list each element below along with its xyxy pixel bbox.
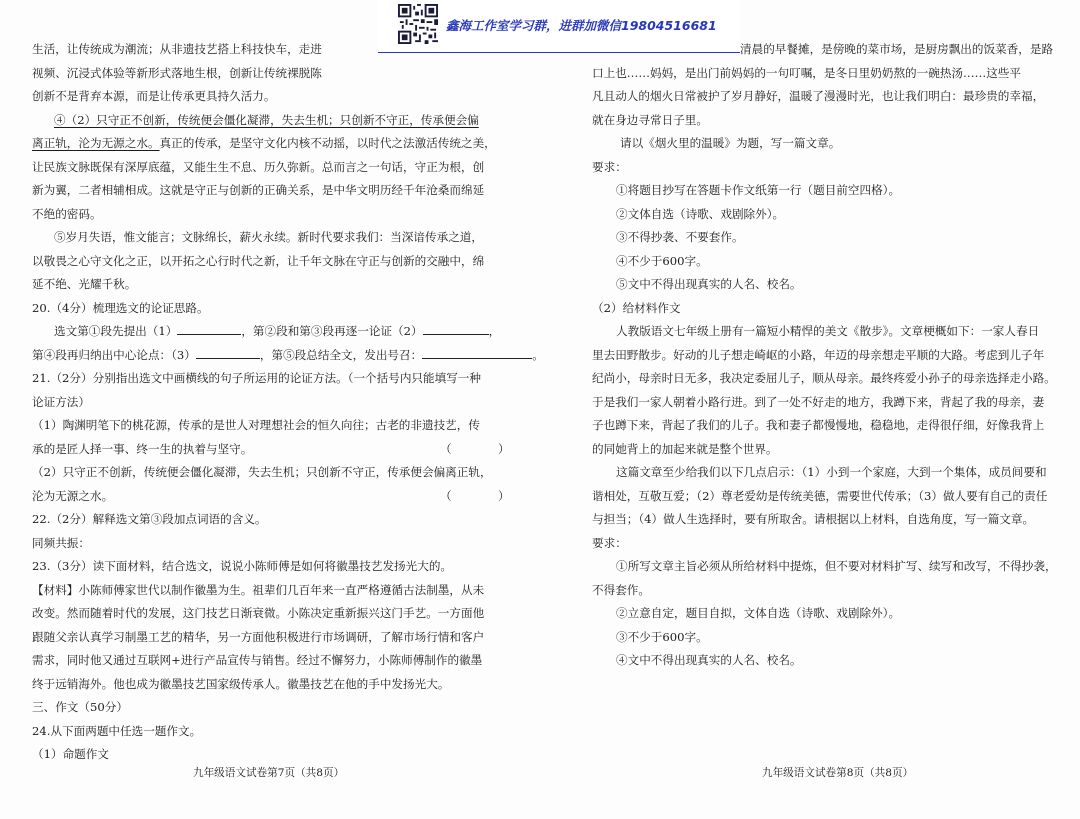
para5-line: ⑤岁月失语，惟文能言；文脉绵长，薪火永续。新时代要求我们：当深谙传承之道， — [54, 230, 483, 244]
requirement-item: ②文体自选（诗歌、戏剧除外）。 — [616, 207, 785, 221]
question-20-stem: 20.（4分）梳理选文的论证思路。 — [32, 301, 209, 315]
material-line: 于是我们一家人朝着小路行进。到了一处不好走的地方，我蹲下来，背起了我的母亲，妻 — [592, 395, 1045, 409]
answer-blank-4[interactable] — [422, 347, 532, 359]
question-20-line1: 选文第①段先提出（1） ，第②段和第③段再逐一论证（2） ， — [54, 324, 501, 338]
topic-2-heading: （2）给材料作文 — [592, 301, 681, 315]
qr-code-icon — [398, 4, 438, 44]
answer-paren-1[interactable]: （ ） — [440, 442, 510, 456]
requirements-label: 要求： — [592, 536, 627, 550]
page-footer: 九年级语文试卷第7页（共8页） — [193, 767, 345, 779]
material-line: 改变。然而随着时代的发展，这门技艺日渐衰微。小陈决定重新振兴这门手艺。一方面他 — [32, 606, 485, 620]
answer-blank-3[interactable] — [196, 347, 260, 359]
intro-line: 口上也……妈妈，是出门前妈妈的一句叮嘱，是冬日里奶奶熬的一碗热汤……这些平 — [592, 66, 1021, 80]
question-22: 22.（2分）解释选文第③段加点词语的含义。 — [32, 512, 267, 526]
question-21-stem: 21.（2分）分别指出选文中画横线的句子所运用的论证方法。（一个括号内只能填写一种 — [32, 371, 481, 385]
para4-line: 新为翼，二者相辅相成。这就是守正与创新的正确关系，是中华文明历经千年沧桑而绵延 — [32, 183, 485, 197]
material-line: 子也蹲下来，背起了我们的儿子。我和妻子都慢慢地，稳稳地，走得很仔细，好像我背上 — [592, 418, 1045, 432]
material-line: 人教版语文七年级上册有一篇短小精悍的美文《散步》。文章梗概如下：一家人春日 — [616, 324, 1040, 338]
exam-page-8 — [540, 0, 1080, 819]
material-line: 纪尚小，母亲时日无多，我决定委屈儿子，顺从母亲。最终疼爱小孙子的母亲选择走小路。 — [592, 371, 1056, 385]
requirement-item: ⑤文中不得出现真实的人名、校名。 — [616, 277, 802, 291]
insight-line: 谐相处，互敬互爱；（2）尊老爱幼是传统美德，需要世代传承；（3）做人要有自己的责任 — [592, 489, 1048, 503]
banner-divider — [378, 52, 740, 53]
material-line: 的同她背上的加起来就是整个世界。 — [592, 442, 778, 456]
writing-prompt: 请以《烟火里的温暖》为题，写一篇文章。 — [620, 136, 841, 150]
intro-line: 清晨的早餐摊，是傍晚的菜市场，是厨房飘出的饭菜香，是路 — [740, 42, 1054, 56]
material-line: 跟随父亲认真学习制墨工艺的精华，另一方面他积极进行市场调研，了解市场行情和客户 — [32, 630, 485, 644]
material-line: 【材料】小陈师傅家世代以制作徽墨为生。祖辈们几百年来一直严格遵循古法制墨，从未 — [32, 583, 485, 597]
requirement-item: ④不少于600字。 — [616, 254, 708, 268]
para4-line: 让民族文脉既保有深厚底蕴，又能生生不息、历久弥新。总而言之一句话，守正为根，创 — [32, 160, 485, 174]
para4-line: 不绝的密码。 — [32, 207, 102, 221]
page-footer: 九年级语文试卷第8页（共8页） — [762, 767, 914, 779]
question-21-stem: 论证方法） — [32, 395, 90, 409]
question-23: 23.（3分）读下面材料，结合选文，说说小陈师傅是如何将徽墨技艺发扬光大的。 — [32, 559, 453, 573]
para4-line: 离正轨，沦为无源之水。真正的传承，是坚守文化内核不动摇，以时代之法激活传统之美， — [32, 136, 496, 150]
requirement-item: ③不得抄袭、不要套作。 — [616, 230, 744, 244]
intro-line: 视频、沉浸式体验等新形式落地生根，创新让传统裸脱陈 — [32, 66, 322, 80]
question-21-item2: 沦为无源之水。 — [32, 489, 114, 503]
requirements-label: 要求： — [592, 160, 627, 174]
material-line: 需求，同时他又通过互联网+进行产品宣传与销售。经过不懈努力，小陈师傅制作的徽墨 — [32, 653, 483, 667]
requirement-item: ③不少于600字。 — [616, 630, 708, 644]
answer-paren-2[interactable]: （ ） — [440, 489, 510, 503]
intro-line: 凡且动人的烟火日常被护了岁月静好，温暖了漫漫时光，也让我们明白：最珍贵的幸福， — [592, 89, 1045, 103]
answer-blank-2[interactable] — [423, 323, 489, 335]
insight-line: 这篇文章至少给我们以下几点启示：（1）小到一个家庭，大到一个集体，成员间要和 — [616, 465, 1047, 479]
answer-blank-1[interactable] — [177, 323, 241, 335]
para5-line: 延不绝、光耀千秋。 — [32, 277, 137, 291]
intro-line: 就在身边寻常日子里。 — [592, 113, 708, 127]
material-line: 里去田野散步。好动的儿子想走崎岖的小路，年迈的母亲想走平顺的大路。考虑到儿子年 — [592, 348, 1045, 362]
para5-line: 以敬畏之心守文化之正，以开拓之心行时代之新，让千年文脉在守正与创新的交融中，绵 — [32, 254, 485, 268]
intro-line: 生活，让传统成为潮流；从非遗技艺搭上科技快车，走进 — [32, 42, 322, 56]
requirement-item: ①所写文章主旨必须从所给材料中提炼，但不要对材料扩写、续写和改写，不得抄袭， — [616, 559, 1057, 573]
requirement-item: ④文中不得出现真实的人名、校名。 — [616, 653, 802, 667]
material-line: 终于远销海外。他也成为徽墨技艺国家级传承人。徽墨技艺在他的手中发扬光大。 — [32, 677, 450, 691]
question-24: 24.从下面两题中任选一题作文。 — [32, 724, 202, 738]
requirement-item: ①将题目抄写在答题卡作文纸第一行（题目前空四格）。 — [616, 183, 901, 197]
section-resonance: 同频共振： — [32, 536, 90, 550]
section-3-heading: 三、作文（50分） — [32, 700, 128, 714]
insight-line: 与担当；（4）做人生选择时，要有所取舍。请根据以上材料，自选角度，写一篇文章。 — [592, 512, 1035, 526]
question-21-item2: （2）只守正不创新，传统便会僵化凝滞，失去生机；只创新不守正，传承便会偏离正轨， — [32, 465, 492, 479]
question-21-item1: 承的是匠人择一事、终一生的执着与坚守。 — [32, 442, 253, 456]
topic-1-heading: （1）命题作文 — [32, 747, 109, 761]
intro-line: 创新不是背弃本源，而是让传承更具持久活力。 — [32, 89, 276, 103]
question-20-line2: 第④段再归纳出中心论点：（3） ，第⑤段总结全文，发出号召： 。 — [32, 348, 544, 362]
banner-text[interactable]: 鑫海工作室学习群，进群加微信19804516681 — [446, 18, 717, 33]
requirement-item: 不得套作。 — [592, 583, 650, 597]
header-banner — [378, 0, 740, 52]
question-21-item1: （1）陶渊明笔下的桃花源，传承的是世人对理想社会的恒久向往；古老的非遗技艺，传 — [32, 418, 480, 432]
requirement-item: ②立意自定，题目自拟，文体自选（诗歌、戏剧除外）。 — [616, 606, 901, 620]
para4-underlined-line: ④（2）只守正不创新，传统便会僵化凝滞，失去生机；只创新不守正，传承便会偏 — [54, 113, 479, 127]
